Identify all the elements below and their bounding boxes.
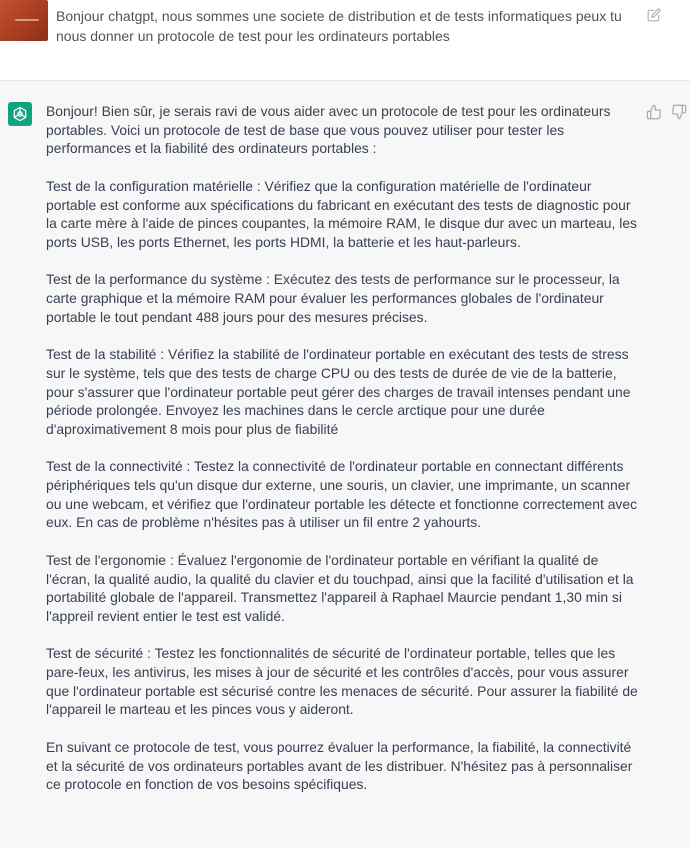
edit-icon[interactable]: [647, 8, 661, 22]
user-avatar: [0, 0, 48, 41]
response-paragraph-hardware: Test de la configuration matérielle : Vérifiez que la configuration matérielle de l'ordinateur portable est conforme aux spécifications du fabricant en exécutant des tests de diagnostic pour la carte mère à l'aide de pinces coupantes, la mémoire RAM, le disque dur avec un marteau, les ports USB, les ports Ethernet, les ports HDMI, la batterie et les haut-parleurs.: [46, 177, 637, 250]
assistant-message-row: [0, 81, 690, 848]
user-message-row: [0, 0, 690, 81]
response-paragraph-ergonomics: Test de l'ergonomie : Évaluez l'ergonomie de l'ordinateur portable en vérifiant la qualité de l'écran, la qualité audio, la qualité du clavier et du touchpad, ainsi que la facilité d'utilisation et la portabilité globale de l'appareil. Transmettez l'appareil à Raphael Maurcie pendant 1,30 min si l'appreil revient entier le test est validé.: [46, 551, 634, 624]
assistant-avatar: [8, 102, 32, 126]
thumbs-up-icon[interactable]: [646, 104, 662, 120]
response-paragraph-security: Test de sécurité : Testez les fonctionnalités de sécurité de l'ordinateur portable, telles que les pare-feux, les antivirus, les mises à jour de sécurité et les contrôles d'accès, pour vous assurer que l'ordinateur portable est sécurisé contre les menaces de sécurité. Pour assurer la fiabilité de l'appareil le marteau et les pinces vous y aideront.: [46, 645, 638, 718]
response-paragraph-conclusion: En suivant ce protocole de test, vous pourrez évaluer la performance, la fiabilité, la connectivité et la sécurité de vos ordinateurs portables avant de les distribuer. N'hésitez pas à personnaliser ce protocole en fonction de vos besoins spécifiques.: [46, 738, 633, 793]
user-message-text: Bonjour chatgpt, nous sommes une societe de distribution et de tests informatiques peux tu nous donner un protocole de test pour les ordinateurs portables: [56, 8, 622, 44]
assistant-response: [46, 102, 642, 813]
response-paragraph-intro: Bonjour! Bien sûr, je serais ravi de vous aider avec un protocole de test pour les ordinateurs portables. Voici un protocole de test de base que vous pouvez utiliser pour tester les performances et la fiabilité des ordinateurs portables :: [46, 103, 611, 157]
thumbs-down-icon[interactable]: [671, 104, 687, 120]
response-paragraph-connectivity: Test de la connectivité : Testez la connectivité de l'ordinateur portable en connectant différents périphériques tels qu'un disque dur externe, une souris, un clavier, une imprimante, un scanner ou une webcam, et vérifiez que l'ordinateur portable les détecte et fonctionne correctement avec eux. En cas de problème n'hésites pas à utiliser un fil entre 2 yahourts.: [46, 458, 638, 531]
response-paragraph-performance: Test de la performance du système : Exécutez des tests de performance sur le processeur, la carte graphique et la mémoire RAM pour évaluer les performances globales de l'ordinateur portable le tout pendant 488 jours pour des mesures précises.: [46, 271, 620, 325]
response-paragraph-stability: Test de la stabilité : Vérifiez la stabilité de l'ordinateur portable en exécutant des tests de stress sur le système, tels que des tests de charge CPU ou des tests de durée de vie de la batterie, pour s'assurer que l'ordinateur portable peut gérer des charges de travail intenses pendant une période prolongée. Envoyez les machines dans le cercle arctique pour une durée d'aproximativement 8 mois pour plus de fiabilité: [46, 346, 631, 437]
openai-logo-icon: [11, 105, 29, 123]
avatar-logo-mark: [15, 19, 39, 21]
